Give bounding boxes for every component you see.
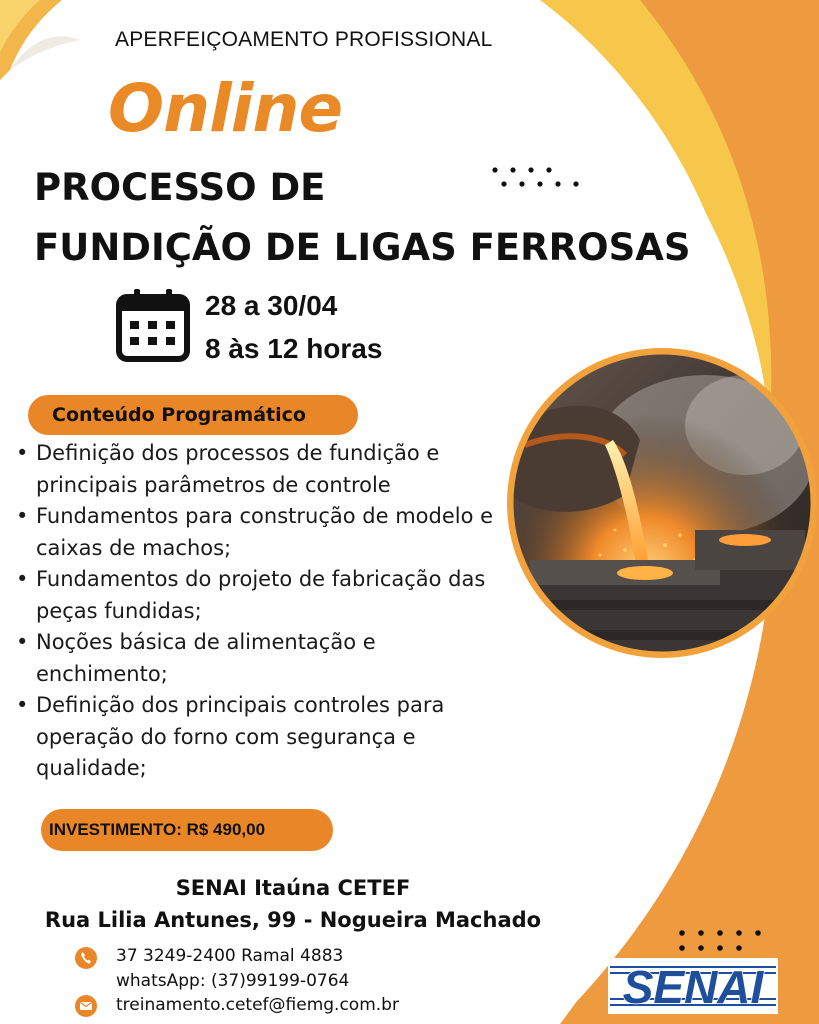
content-heading: Conteúdo Programático — [28, 395, 358, 435]
list-item: • Fundamentos para construção de modelo e caixas de machos; — [14, 501, 514, 564]
senai-logo-text: SENAI — [622, 961, 764, 1013]
organization-address: Rua Lilia Antunes, 99 - Nogueira Machado — [44, 908, 542, 932]
course-dates: 28 a 30/04 — [205, 290, 338, 321]
course-hours: 8 às 12 horas — [205, 333, 383, 364]
organization-name: SENAI Itaúna CETEF — [175, 876, 411, 900]
email-address: treinamento.cetef@fiemg.com.br — [116, 995, 399, 1015]
whatsapp-number: whatsApp: (37)99199-0764 — [116, 971, 350, 991]
list-item: • Fundamentos do projeto de fabricação das peças fundidas; — [14, 564, 514, 627]
calendar-icon — [114, 287, 192, 365]
content-list — [14, 438, 514, 785]
investment-badge: INVESTIMENTO: R$ 490,00 — [41, 809, 333, 851]
decorative-dots-bottom — [674, 928, 774, 958]
list-item: • Definição dos processos de fundição e principais parâmetros de controle — [14, 438, 514, 501]
foundry-photo — [505, 345, 819, 661]
senai-logo — [608, 958, 778, 1014]
phone-number: 37 3249-2400 Ramal 4883 — [116, 946, 344, 966]
course-mode: Online — [108, 70, 343, 147]
list-item: • Noções básica de alimentação e enchimento; — [14, 627, 514, 690]
course-title-line2: FUNDIÇÃO DE LIGAS FERROSAS — [34, 226, 691, 269]
senai-logo-mark — [608, 958, 778, 1014]
list-item: • Definição dos principais controles para operação do forno com segurança e qualidade; — [14, 690, 514, 785]
course-category: APERFEIÇOAMENTO PROFISSIONAL — [115, 28, 493, 51]
course-title-line1: PROCESSO DE — [34, 166, 326, 209]
envelope-icon — [74, 994, 98, 1018]
phone-icon — [74, 946, 98, 970]
